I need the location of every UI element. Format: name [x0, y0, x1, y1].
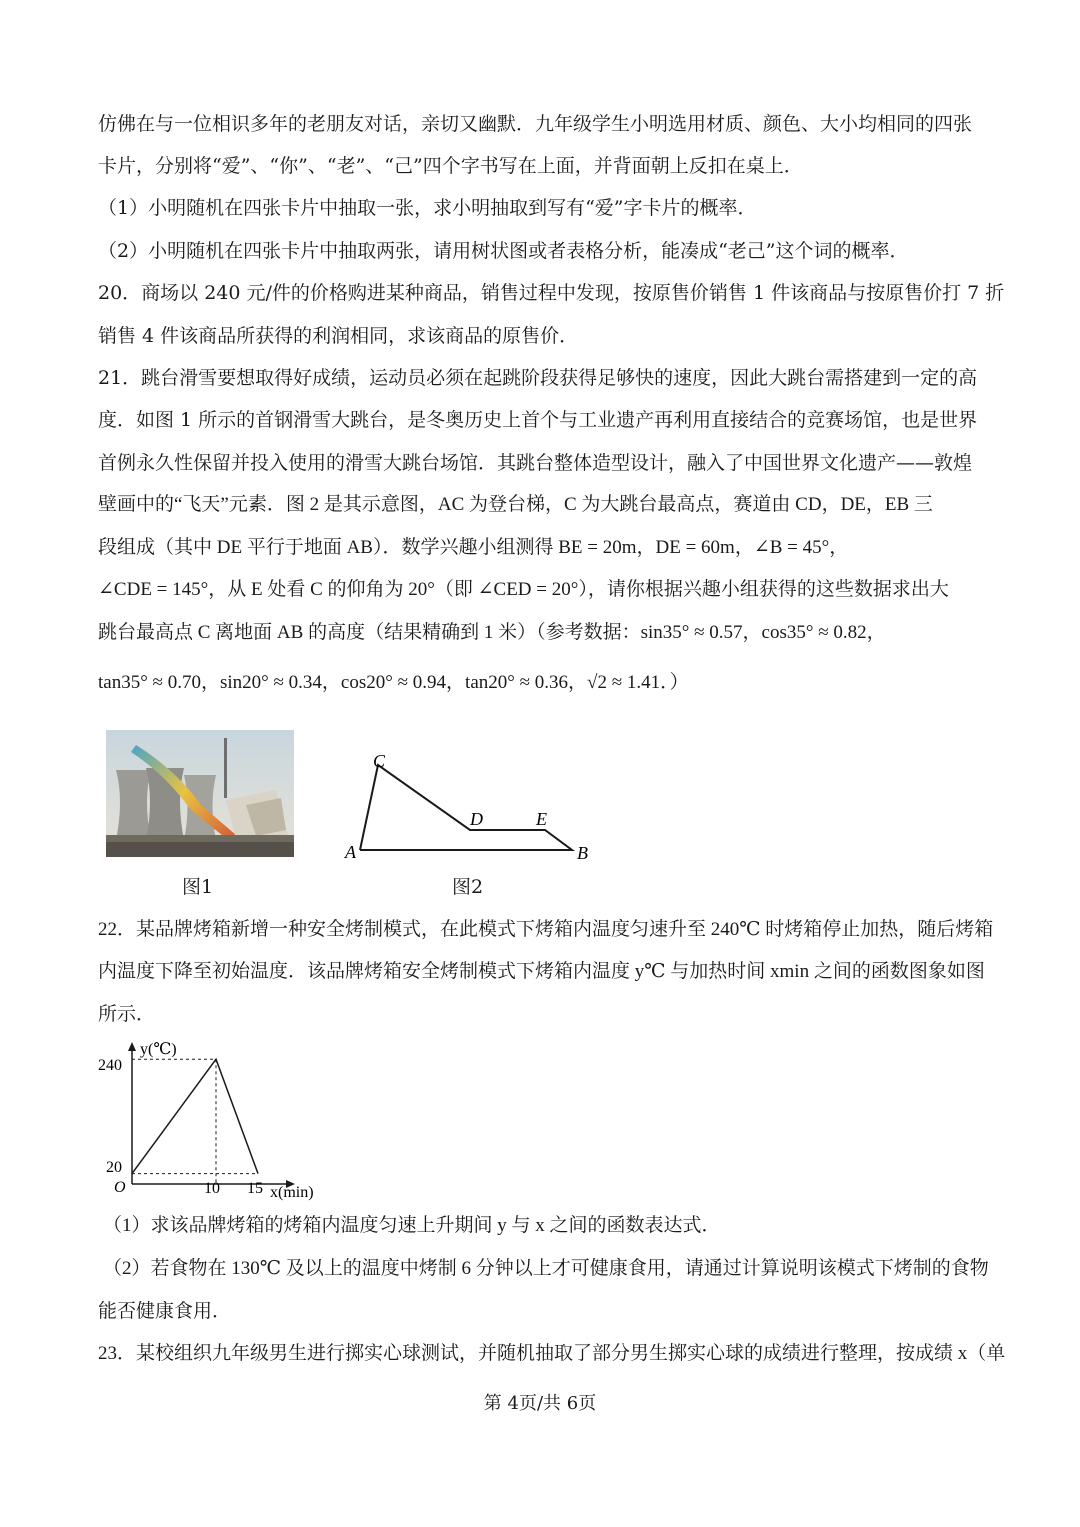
ski-jump-photo — [106, 730, 294, 857]
text-line: 卡片，分别将“爱”、“你”、“老”、“己”四个字书写在上面，并背面朝上反扣在桌上． — [98, 155, 803, 177]
figure-1-photo — [106, 730, 294, 857]
y-axis-arrow — [128, 1042, 136, 1051]
text-line: tan35° ≈ 0.70，sin20° ≈ 0.34，cos20° ≈ 0.94，tan20° ≈ 0.36，√2 ≈ 1.41．） — [98, 672, 689, 693]
text-line: 跳台最高点 C 离地面 AB 的高度（结果精确到 1 米）（参考数据：sin35° ≈ 0.57，cos35° ≈ 0.82， — [98, 622, 886, 643]
question-22-part-2: （2）若食物在 130℃ 及以上的温度中烤制 6 分钟以上才可健康食用，请通过计算说明该模式下烤制的食物 — [103, 1258, 989, 1279]
text-line: 段组成（其中 DE 平行于地面 AB）．数学兴趣小组测得 BE = 20m，DE = 60m，∠B = 45°， — [98, 537, 849, 558]
x-axis-label: x(min) — [270, 1184, 314, 1201]
x-tick-label: 10 — [204, 1180, 220, 1197]
label-D: D — [470, 809, 483, 829]
page-number: 第 4页/共 6页 — [483, 1393, 597, 1414]
label-A: A — [345, 842, 356, 862]
text-line: 能否健康食用． — [98, 1300, 232, 1322]
text-line: 所示． — [98, 1003, 156, 1025]
text-line: ∠CDE = 145°，从 E 处看 C 的仰角为 20°（即 ∠CED = 20°），请你根据兴趣小组获得的这些数据求出大 — [98, 579, 949, 600]
figure-2-caption: 图2 — [452, 876, 484, 898]
ski-jump-outline — [360, 765, 572, 850]
temperature-graph — [90, 1034, 330, 1204]
question-21: 21．跳台滑雪要想取得好成绩，运动员必须在起跳阶段获得足够快的速度，因此大跳台需搭建到一定的高 — [98, 367, 978, 389]
question-22: 22．某品牌烤箱新增一种安全烤制模式，在此模式下烤箱内温度匀速升至 240℃ 时烤箱停止加热，随后烤箱 — [98, 919, 994, 940]
y-tick-label: 20 — [106, 1159, 122, 1176]
figure-2-diagram — [330, 745, 600, 870]
text-line: （2）小明随机在四张卡片中抽取两张，请用树状图或者表格分析，能凑成“老己”这个词的概率． — [98, 240, 909, 262]
text-line: （1）小明随机在四张卡片中抽取一张，求小明抽取到写有“爱”字卡片的概率． — [98, 197, 757, 219]
text-line: 壁画中的“飞天”元素．图 2 是其示意图，AC 为登台梯，C 为大跳台最高点，赛道由 CD，DE，EB 三 — [98, 494, 933, 515]
y-axis-label: y(℃) — [140, 1041, 177, 1058]
x-tick-label: 15 — [247, 1180, 263, 1197]
text-line: 内温度下降至初始温度．该品牌烤箱安全烤制模式下烤箱内温度 y℃ 与加热时间 xmin 之间的函数图象如图 — [98, 961, 985, 982]
y-tick-label: 240 — [98, 1057, 122, 1074]
label-C: C — [373, 751, 386, 771]
label-B: B — [577, 843, 588, 863]
temperature-line — [132, 1059, 258, 1173]
text-line: 首例永久性保留并投入使用的滑雪大跳台场馆．其跳台整体造型设计，融入了中国世界文化遗产——敦煌 — [98, 452, 973, 474]
text-line: 仿佛在与一位相识多年的老朋友对话，亲切又幽默．九年级学生小明选用材质、颜色、大小均相同的四张 — [98, 113, 973, 135]
figure-1-caption: 图1 — [182, 876, 214, 898]
question-22-part-1: （1）求该品牌烤箱的烤箱内温度匀速上升期间 y 与 x 之间的函数表达式． — [103, 1215, 721, 1236]
text-line: 销售 4 件该商品所获得的利润相同，求该商品的原售价． — [98, 325, 579, 347]
question-23: 23．某校组织九年级男生进行掷实心球测试，并随机抽取了部分男生掷实心球的成绩进行整理，按成绩 x（单 — [98, 1343, 1006, 1364]
label-E: E — [536, 809, 547, 829]
question-20: 20．商场以 240 元/件的价格购进某种商品，销售过程中发现，按原售价销售 1 件该商品与按原售价打 7 折 — [98, 282, 1005, 304]
text-line: 度．如图 1 所示的首钢滑雪大跳台，是冬奥历史上首个与工业遗产再利用直接结合的竞赛场馆，也是世界 — [98, 409, 978, 431]
origin-label: O — [114, 1179, 126, 1196]
